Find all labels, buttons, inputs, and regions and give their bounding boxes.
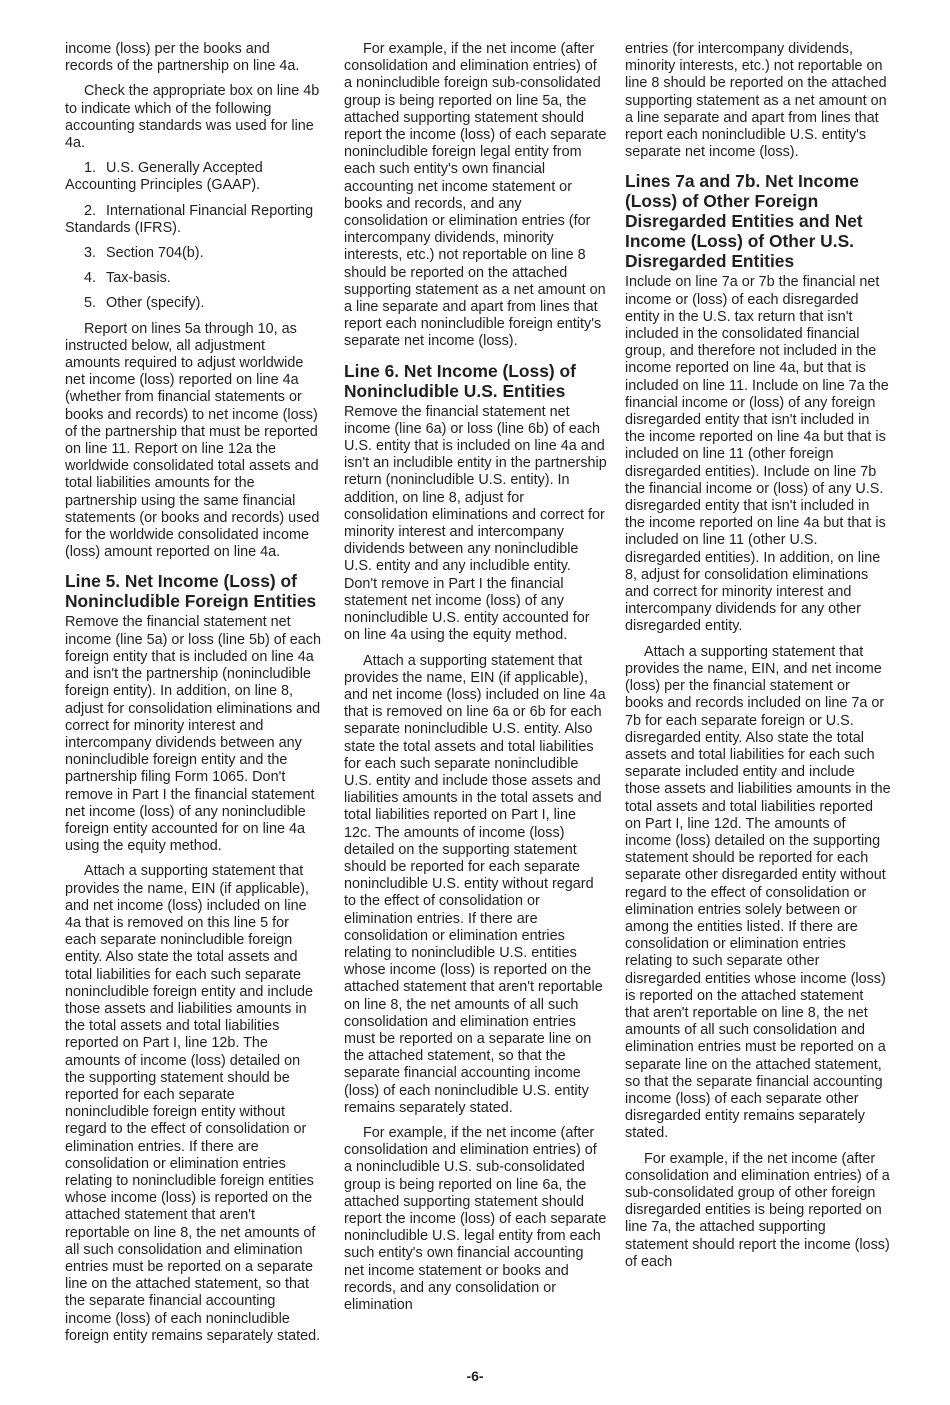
column-left <box>65 41 321 1353</box>
list-item-text: Other (specify). <box>106 295 205 312</box>
paragraph: Attach a supporting statement that provides the name, EIN (if applicable), and net income (loss) included on line 4a that is removed on line 6a or 6b for each separate nonincludible U.S. entity. Also state the total assets and total liabilities for each such separate nonincludible U.S. entity and include those assets and liabilities amounts in the total assets and total liabilities reported on Part I, line 12c. The amounts of income (loss) detailed on the supporting statement should be reported for each separate nonincludible U.S. entity without regard to the effect of consolidation or elimination entries. If there are consolidation or elimination entries relating to nonincludible U.S. entities whose income (loss) is reported on the attached statement that aren't reportable on line 8, the net amounts of all such consolidation and elimination entries must be reported on a separate line on the attached statement, so that the separate financial accounting income (loss) of each nonincludible U.S. entity remains separately stated. <box>344 652 606 1116</box>
list-item-text: Tax-basis. <box>106 270 171 287</box>
list-item-number: 2. <box>84 202 97 219</box>
list-item-number: 3. <box>84 245 97 262</box>
list-item <box>65 203 321 237</box>
column-right <box>625 41 891 1279</box>
paragraph: Check the appropriate box on line 4b to indicate which of the following accounting standards was used for line 4a. <box>65 83 320 152</box>
section-heading: Line 5. Net Income (Loss) of Nonincludible Foreign Entities <box>65 571 317 612</box>
list-item-number: 1. <box>84 160 97 177</box>
paragraph: Report on lines 5a through 10, as instructed below, all adjustment amounts required to adjust worldwide net income (loss) reported on line 4a (whether from financial statements or books and records) to net income (loss) of the partnership that must be reported on line 11. Report on line 12a the worldwide consolidated total assets and total liabilities amounts for the partnership using the same financial statements (or books and records) used for the worldwide consolidated income (loss) amount reported on line 4a. <box>65 320 320 561</box>
page-number: -6- <box>466 1368 484 1385</box>
section-heading: Line 6. Net Income (Loss) of Nonincludible U.S. Entities <box>344 360 576 401</box>
paragraph: For example, if the net income (after consolidation and elimination entries) of a sub-consolidated group of other foreign disregarded entities is being reported on line 7a, the attached supporting statement should report the income (loss) of each <box>625 1150 890 1270</box>
list-item <box>65 295 321 312</box>
paragraph: For example, if the net income (after consolidation and elimination entries) of a nonincludible foreign sub-consolidated group is being reported on line 5a, the attached supporting statement should report the income (loss) of each separate nonincludible foreign legal entity from each such entity's own financial accounting net income statement or books and records, and any consolidation or elimination entries (for intercompany dividends, minority interests, etc.) not reportable on line 8 should be reported on the attached supporting statement as a net amount on a line separate and apart from lines that report each nonincludible foreign entity's separate net income (loss). <box>344 41 607 350</box>
paragraph: Remove the financial statement net income (line 6a) or loss (line 6b) of each U.S. entity that is included on line 4a and isn't an includible entity in the partnership return (nonincludible U.S. entity). In addition, on line 8, adjust for consolidation eliminations and correct for minority interest and intercompany dividends between any nonincludible U.S. entity and any includible entity. Don't remove in Part I the financial statement net income (loss) of any nonincludible U.S. entity accounted for on line 4a using the equity method. <box>344 403 607 644</box>
text-columns <box>0 41 950 1353</box>
list-item-text: U.S. Generally Accepted Accounting Principles (GAAP). <box>65 160 263 194</box>
section-heading: Lines 7a and 7b. Net Income (Loss) of Other Foreign Disregarded Entities and Net Income (Loss) of Other U.S. Disregarded Entities <box>625 171 863 272</box>
list-item-text: Section 704(b). <box>106 245 204 262</box>
paragraph: Attach a supporting statement that provides the name, EIN (if applicable), and net income (loss) included on line 4a that is removed on this line 5 for each separate nonincludible foreign entity. Also state the total assets and total liabilities for each such separate nonincludible foreign entity and include those assets and liabilities amounts in the total assets and total liabilities reported on Part I, line 12b. The amounts of income (loss) detailed on the supporting statement should be reported for each separate nonincludible foreign entity without regard to the effect of consolidation or elimination entries. If there are consolidation or elimination entries relating to nonincludible foreign entities whose income (loss) is reported on the attached statement that aren't reportable on line 8, the net amounts of all such consolidation and elimination entries must be reported on a separate line on the attached statement, so that the separate financial accounting income (loss) of each nonincludible foreign entity remains separately stated. <box>65 863 321 1344</box>
list-item <box>65 160 321 194</box>
list-item <box>65 245 321 262</box>
paragraph: entries (for intercompany dividends, minority interests, etc.) not reportable on line 8 should be reported on the attached supporting statement as a net amount on a line separate and apart from lines that report each nonincludible U.S. entity's separate net income (loss). <box>625 41 887 161</box>
paragraph: income (loss) per the books and records of the partnership on line 4a. <box>65 41 300 75</box>
column-middle <box>344 41 607 1322</box>
list-item-number: 4. <box>84 270 97 287</box>
paragraph: For example, if the net income (after consolidation and elimination entries) of a nonincludible U.S. sub-consolidated group is being reported on line 6a, the attached supporting statement should report the income (loss) of each separate nonincludible U.S. legal entity from each such entity's own financial accounting net income statement or books and records, and any consolidation or elimination <box>344 1124 607 1314</box>
paragraph: Include on line 7a or 7b the financial net income or (loss) of each disregarded entity in the U.S. tax return that isn't included in the consolidated financial group, and therefore not included in the income reported on line 4a, but that is included on line 11. Include on line 7a the financial income or (loss) of any foreign disregarded entity that isn't included in the income reported on line 4a but that is included on line 11 (other foreign disregarded entities). Include on line 7b the financial income or (loss) of any U.S. disregarded entity that isn't included in the income reported on line 4a but that is included on line 11 (other U.S. disregarded entities). In addition, on line 8, adjust for consolidation eliminations and correct for minority interest and intercompany dividends for any other disregarded entity. <box>625 274 889 635</box>
list-item <box>65 270 321 287</box>
list-item-number: 5. <box>84 295 97 312</box>
paragraph: Attach a supporting statement that provides the name, EIN, and net income (loss) per the financial statement or books and records included on line 7a or 7b for each separate foreign or U.S. disregarded entity. Also state the total assets and total liabilities for each such separate included entity and include those assets and liabilities amounts in the total assets and total liabilities reported on Part I, line 12d. The amounts of income (loss) detailed on the supporting statement should be reported for each separate other disregarded entity without regard to the effect of consolidation or elimination entries solely between or among the entities listed. If there are consolidation or elimination entries relating to such separate other disregarded entities whose income (loss) is reported on the attached statement that aren't reportable on line 8, the net amounts of all such consolidation and elimination entries must be reported on a separate line on the attached statement, so that the separate financial accounting income (loss) of each separate other disregarded entity remains separately stated. <box>625 643 891 1142</box>
list-item-text: International Financial Reporting Standards (IFRS). <box>65 202 314 236</box>
paragraph: Remove the financial statement net income (line 5a) or loss (line 5b) of each foreign entity that is included on line 4a and isn't the partnership (nonincludible foreign entity). In addition, on line 8, adjust for consolidation eliminations and correct for minority interest and intercompany dividends between any nonincludible foreign entity and the partnership filing Form 1065. Don't remove in Part I the financial statement net income (loss) of any nonincludible foreign entity accounted for on line 4a using the equity method. <box>65 614 321 855</box>
